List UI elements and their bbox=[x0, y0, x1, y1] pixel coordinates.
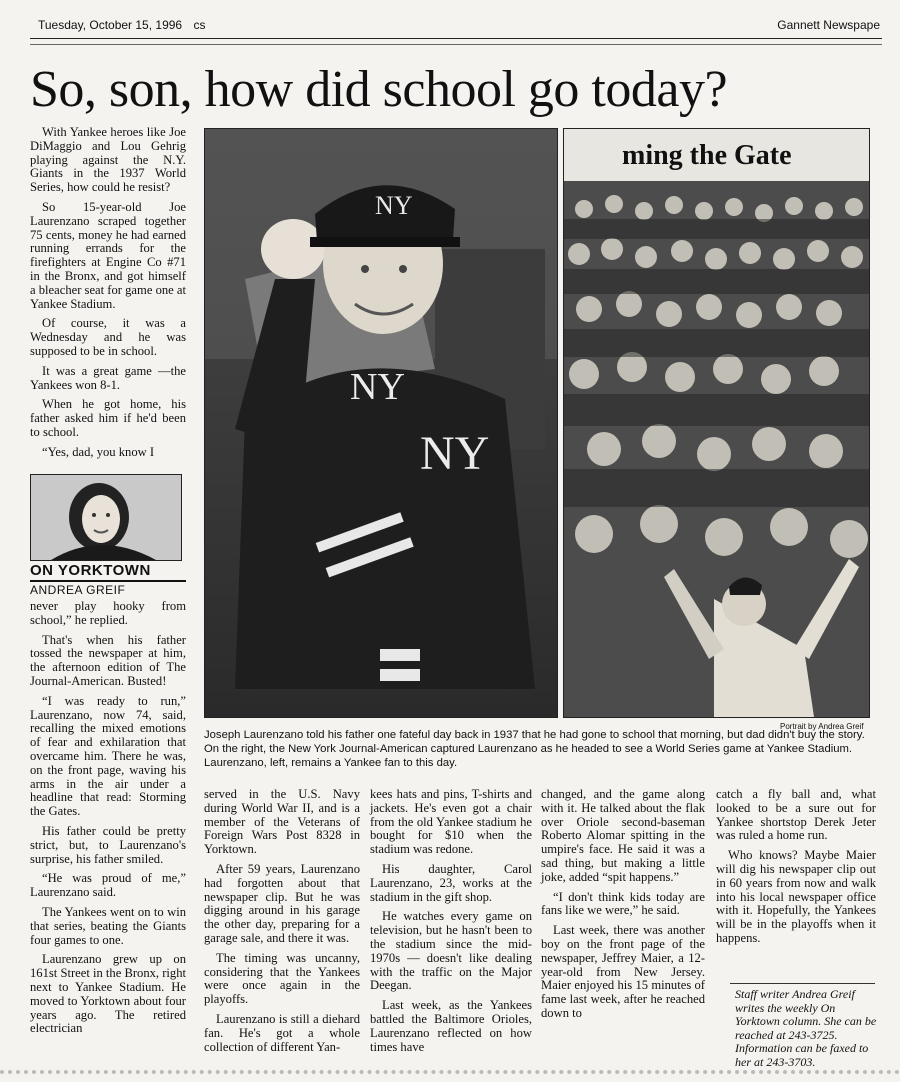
header-rule-2 bbox=[30, 44, 882, 45]
dateline bbox=[38, 18, 205, 32]
crowd-photo bbox=[563, 128, 870, 718]
paragraph: It was a great game —the Yankees won 8-1. bbox=[30, 363, 186, 392]
newspaper-name: Gannett Newspape bbox=[777, 18, 880, 32]
column-3 bbox=[370, 788, 532, 1060]
photo-credit: Portrait by Andrea Greif bbox=[780, 722, 864, 731]
photo-caption: Joseph Laurenzano told his father one fateful day back in 1937 that he had gone to school that morning, but dad didn't buy the story. On the right, the New York Journal-American captured Laurenzano as he headed to see a World Series game at Yankee Stadium. Laurenzano, left, remains a Yankee fan to this day. bbox=[204, 729, 865, 769]
paragraph: Laurenzano is still a diehard fan. He's got a whole collection of different Yan- bbox=[204, 1011, 360, 1054]
paragraph: Last week, there was another boy on the front page of the newspaper, Jeffrey Maier, a 12-year-old from New Jersey. Maier enjoyed his 15 minutes of fame last week, after he reached down to bbox=[541, 923, 705, 1020]
crowd-banner-text: ming the Gate bbox=[622, 140, 792, 171]
column-2 bbox=[204, 788, 360, 1060]
column-1-bottom bbox=[30, 600, 186, 1042]
date: Tuesday, October 15, 1996 bbox=[38, 18, 183, 32]
paragraph: So 15-year-old Joe Laurenzano scraped together 75 cents, money he had earned running errands for the firefighters at Engine Co #71 in the Bronx, and got himself a bleacher seat for game one at Yankee Stadium. bbox=[30, 199, 186, 311]
paragraph: His father could be pretty strict, but, to Laurenzano's surprise, his father smiled. bbox=[30, 823, 186, 866]
paragraph: The timing was uncanny, considering that the Yankees were once again in the playoffs. bbox=[204, 950, 360, 1007]
column-5 bbox=[716, 788, 876, 952]
paragraph: kees hats and pins, T-shirts and jackets. He's even got a chair from the old Yankee stadium he bought for $10 when the stadium was redone. bbox=[370, 787, 532, 857]
column-4 bbox=[541, 788, 705, 1027]
paragraph: “He was proud of me,” Laurenzano said. bbox=[30, 871, 186, 900]
paragraph: The Yankees went on to win that series, beating the Giants four games to one. bbox=[30, 904, 186, 947]
paragraph: Last week, as the Yankees battled the Baltimore Orioles, Laurenzano reflected on how times have bbox=[370, 998, 532, 1054]
columnist-portrait bbox=[30, 474, 182, 561]
column-name: ON YORKTOWN bbox=[30, 562, 151, 579]
paragraph: Who knows? Maybe Maier will dig his newspaper clip out in 60 years from now and walk into his local newspaper office with it. Hopefully, the Yankees will be in the playoffs when it happens. bbox=[716, 848, 876, 945]
paragraph: With Yankee heroes like Joe DiMaggio and Lou Gehrig playing against the N.Y. Giants in the 1937 World Series, how could he resist? bbox=[30, 125, 186, 195]
staff-writer-tagline: Staff writer Andrea Greif writes the weekly On Yorktown column. She can be reached at 243-3725. Information can be faxed to her at 243-3703. bbox=[735, 987, 877, 1069]
paragraph: Laurenzano grew up on 161st Street in the Bronx, right next to Yankee Stadium. He moved to Yorktown about four years ago. The retired electrician bbox=[30, 952, 187, 1036]
svg-text:NY: NY bbox=[350, 366, 405, 408]
header-rule bbox=[30, 38, 882, 39]
headline: So, son, how did school go today? bbox=[30, 61, 728, 118]
paragraph: After 59 years, Laurenzano had forgotten about that newspaper clip. But he was digging around in his garage the other day, preparing for a garage sale, and there it was. bbox=[204, 861, 360, 945]
paragraph: His daughter, Carol Laurenzano, 23, works at the stadium in the gift shop. bbox=[370, 861, 532, 904]
byline: ANDREA GREIF bbox=[30, 583, 126, 597]
paragraph: “I was ready to run,” Laurenzano, now 74, said, recalling the mixed emotions of fear and exhilaration that overcame him. There he was, on the front page, waving his arms in the air under a headline that read: Storming the Gates. bbox=[30, 693, 186, 819]
svg-text:NY: NY bbox=[375, 191, 413, 220]
page-edge bbox=[0, 1070, 900, 1074]
paragraph: served in the U.S. Navy during World War II, and is a member of the Veterans of Foreign Wars Post 8328 in Yorktown. bbox=[204, 787, 360, 857]
paragraph: never play hooky from school,” he replied. bbox=[30, 599, 186, 627]
column-name-rule bbox=[30, 580, 186, 582]
portrait-image bbox=[31, 475, 181, 560]
column-1-top bbox=[30, 126, 186, 466]
paragraph: When he got home, his father asked him if he'd been to school. bbox=[30, 397, 186, 439]
paragraph: “Yes, dad, you know I bbox=[42, 444, 155, 459]
tagline-rule bbox=[730, 983, 875, 984]
paragraph: changed, and the game along with it. He talked about the flak over Oriole second-baseman Roberto Alomar spitting in the umpire's face. He said it was a sad thing, but making a little joke, added “spit happens.” bbox=[541, 787, 705, 884]
paragraph: He watches every game on television, but he hasn't been to the stadium since the mid-1970s — doesn't like dealing with the traffic on the Major Deegan. bbox=[370, 909, 532, 993]
paragraph: That's when his father tossed the newspaper at him, the afternoon edition of The Journal-American. Busted! bbox=[30, 632, 186, 688]
svg-text:NY: NY bbox=[420, 427, 490, 480]
crowd-photo-image bbox=[564, 129, 869, 717]
paragraph: Of course, it was a Wednesday and he was supposed to be in school. bbox=[30, 316, 186, 358]
paragraph: “I don't think kids today are fans like we were,” he said. bbox=[541, 889, 705, 918]
paragraph: catch a fly ball and, what looked to be a sure out for Yankee shortstop Derek Jeter was ruled a home run. bbox=[716, 787, 876, 843]
edition-code: cs bbox=[193, 18, 206, 32]
laurenzano-photo bbox=[204, 128, 558, 718]
laurenzano-photo-image bbox=[205, 129, 557, 717]
